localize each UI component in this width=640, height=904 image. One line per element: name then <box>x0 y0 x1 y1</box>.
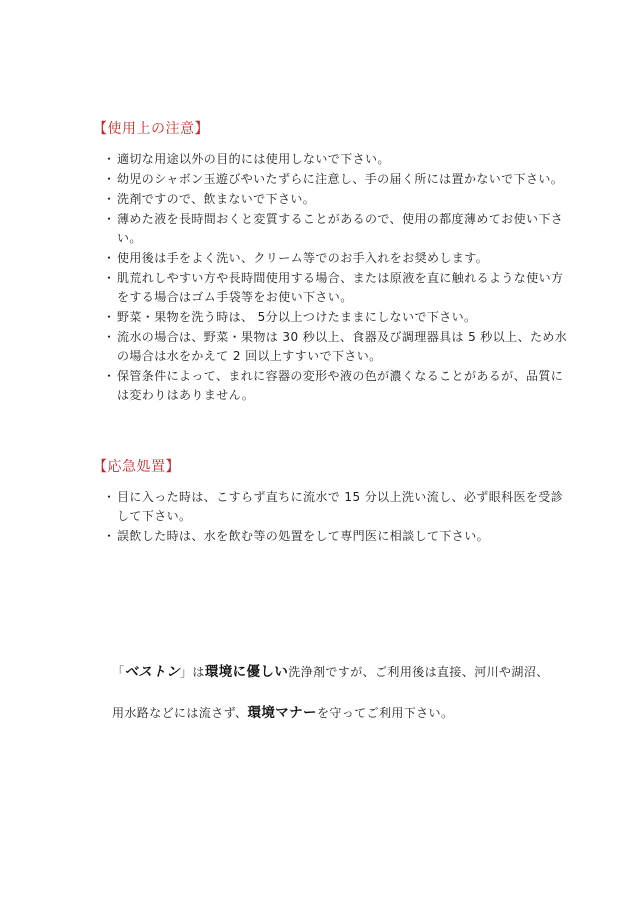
caution-list <box>101 150 571 405</box>
list-item: ・ 目に入った時は、こすらず直ちに流水で 15 分以上洗い流し、必ず眼科医を受診して下さい。 <box>103 490 564 523</box>
eco-note-line-2 <box>112 701 453 721</box>
eco-note-line-1 <box>112 660 549 680</box>
list-item-text: 野菜・果物を洗う時は、 5分以上つけたままにしないで下さい。 <box>117 310 477 324</box>
list-item-text: 保管条件によって、まれに容器の変形や液の色が濃くなることがあるが、品質には変わりはありません。 <box>117 369 564 402</box>
list-item-text: 洗剤ですので、飲まないで下さい。 <box>117 192 316 206</box>
brand-name: ベストン <box>124 664 181 680</box>
eco-emphasis: 環境に優しい <box>204 664 289 680</box>
eco-text: を守ってご利用下さい。 <box>316 706 454 720</box>
first-aid-title: 【応急処置】 <box>93 459 180 475</box>
list-item: ・ 誤飲した時は、水を飲む等の処置をして専門医に相談して下さい。 <box>103 529 490 543</box>
list-item: ・ 薄めた液を長時間おくと変質することがあるので、使用の都度薄めてお使い下さい。 <box>103 212 564 245</box>
quote-close: 」 <box>180 665 193 679</box>
caution-title: 【使用上の注意】 <box>93 121 209 137</box>
quote-open: 「 <box>112 665 125 679</box>
list-item: ・ 肌荒れしやすい方や長時間使用する場合、または原液を直に触れるような使い方をする場合はゴム手袋等をお使い下さい。 <box>103 271 564 304</box>
list-item-text: 目に入った時は、こすらず直ちに流水で 15 分以上洗い流し、必ず眼科医を受診して下さい。 <box>117 490 564 523</box>
list-item-text: 肌荒れしやすい方や長時間使用する場合、または原液を直に触れるような使い方をする場合はゴム手袋等をお使い下さい。 <box>117 271 564 304</box>
list-item: ・ 流水の場合は、野菜・果物は 30 秒以上、食器及び調理器具は 5 秒以上、ため水の場合は水をかえて 2 回以上すすいで下さい。 <box>103 330 568 363</box>
list-item: ・ 適切な用途以外の目的には使用しないで下さい。 <box>103 152 390 166</box>
list-item-text: 誤飲した時は、水を飲む等の処置をして専門医に相談して下さい。 <box>117 529 490 543</box>
list-item: ・ 保管条件によって、まれに容器の変形や液の色が濃くなることがあるが、品質には変わりはありません。 <box>103 369 564 402</box>
list-item: ・ 幼児のシャボン玉遊びやいたずらに注意し、手の届く所には置かないで下さい。 <box>103 172 564 186</box>
list-item: ・ 野菜・果物を洗う時は、 5分以上つけたままにしないで下さい。 <box>103 310 477 324</box>
eco-text: 洗浄剤ですが、ご利用後は直接、河川や湖沼、 <box>288 665 549 679</box>
list-item-text: 流水の場合は、野菜・果物は 30 秒以上、食器及び調理器具は 5 秒以上、ため水の場合は水をかえて 2 回以上すすいで下さい。 <box>117 330 568 363</box>
list-item-text: 使用後は手をよく洗い、クリーム等でのお手入れをお奨めします。 <box>117 251 489 265</box>
list-item: ・ 使用後は手をよく洗い、クリーム等でのお手入れをお奨めします。 <box>103 251 489 265</box>
eco-emphasis: 環境マナー <box>247 705 317 721</box>
first-aid-list <box>101 488 571 546</box>
list-item-text: 適切な用途以外の目的には使用しないで下さい。 <box>117 152 390 166</box>
list-item-text: 幼児のシャボン玉遊びやいたずらに注意し、手の届く所には置かないで下さい。 <box>117 172 564 186</box>
eco-text: は <box>192 665 205 679</box>
eco-text: 用水路などには流さず、 <box>112 706 248 720</box>
list-item: ・ 洗剤ですので、飲まないで下さい。 <box>103 192 316 206</box>
list-item-text: 薄めた液を長時間おくと変質することがあるので、使用の都度薄めてお使い下さい。 <box>117 212 564 245</box>
